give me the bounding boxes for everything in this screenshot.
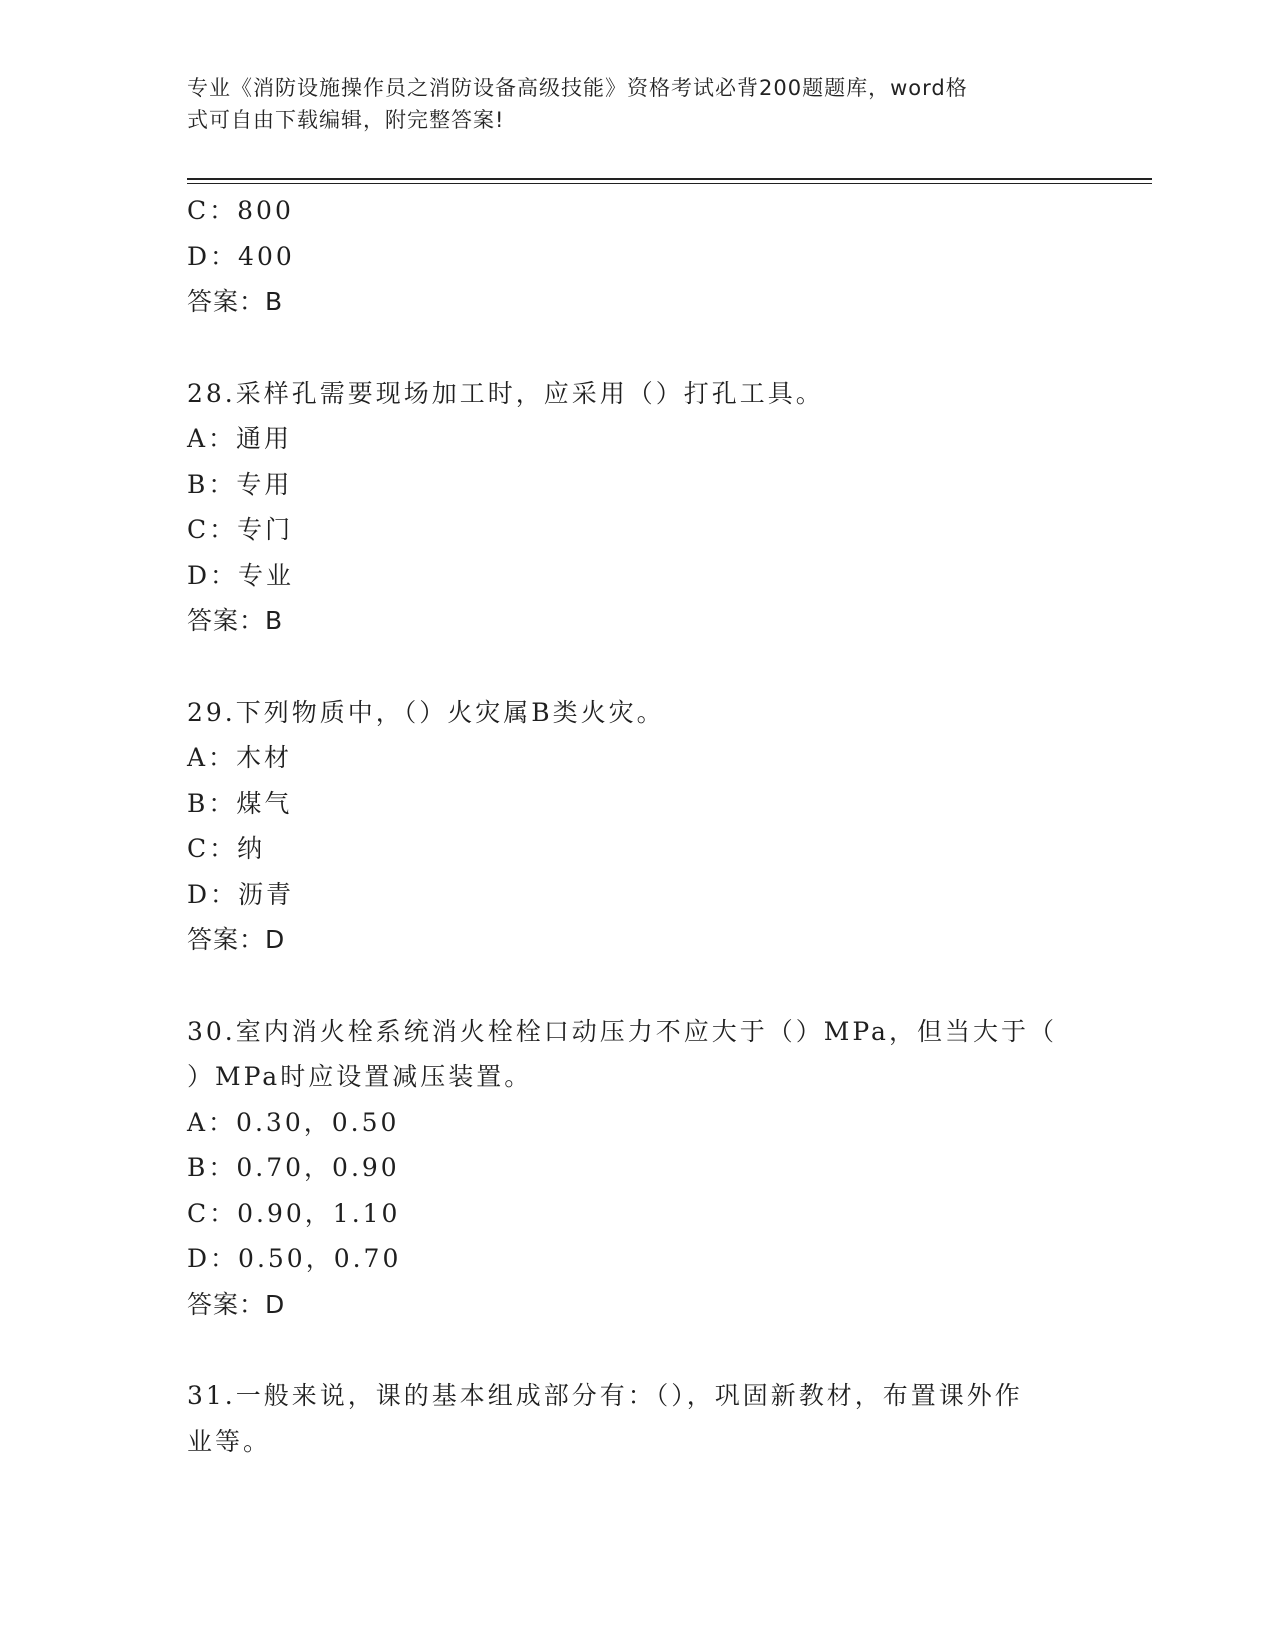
option-c: C：纳 xyxy=(187,834,266,863)
question-spacer xyxy=(187,644,1087,690)
option-a: A：0.30，0.50 xyxy=(187,1107,400,1137)
option-b: B：煤气 xyxy=(187,788,293,818)
question-spacer xyxy=(187,963,1087,1009)
option-d: D：0.50，0.70 xyxy=(187,1244,402,1273)
question-list xyxy=(187,188,1087,1464)
document-header xyxy=(187,72,1067,136)
header-divider-thick xyxy=(187,178,1152,180)
question-stem: 28.采样孔需要现场加工时，应采用（）打孔工具。 xyxy=(187,378,824,408)
question-stem-line-2: 业等。 xyxy=(187,1426,272,1456)
question-stem: 29.下列物质中，（）火灾属B类火灾。 xyxy=(187,697,665,727)
header-title-line-1: 专业《消防设施操作员之消防设备高级技能》资格考试必背200题题库，word格 xyxy=(187,76,968,100)
option-d: D：专业 xyxy=(187,560,295,590)
answer-line: 答案：D xyxy=(187,1289,286,1319)
question-spacer xyxy=(187,325,1087,371)
question-27-tail xyxy=(187,188,1087,325)
option-b: B：0.70，0.90 xyxy=(187,1153,400,1182)
option-a: A：通用 xyxy=(187,424,293,453)
option-b: B：专用 xyxy=(187,469,293,499)
option-d: D：400 xyxy=(187,241,295,271)
header-divider-thin xyxy=(187,183,1152,184)
question-stem-line-1: 31.一般来说，课的基本组成部分有：（），巩固新教材，布置课外作 xyxy=(187,1381,1023,1410)
option-c: C：专门 xyxy=(187,515,294,544)
answer-line: 答案：D xyxy=(187,925,286,954)
option-a: A：木材 xyxy=(187,743,293,772)
question-stem-line-1: 30.室内消火栓系统消火栓栓口动压力不应大于（）MPa，但当大于（ xyxy=(187,1016,1057,1046)
answer-line: 答案：B xyxy=(187,606,284,635)
option-c: C：0.90，1.10 xyxy=(187,1198,401,1228)
option-c: C：800 xyxy=(187,196,294,225)
question-29 xyxy=(187,690,1087,963)
header-title-line-2: 式可自由下载编辑，附完整答案! xyxy=(187,108,505,132)
question-28 xyxy=(187,371,1087,644)
question-30 xyxy=(187,1009,1087,1328)
option-d: D：沥青 xyxy=(187,879,295,909)
question-31 xyxy=(187,1373,1087,1464)
question-spacer xyxy=(187,1327,1087,1373)
answer-line: 答案：B xyxy=(187,287,284,316)
question-stem-line-2: ）MPa时应设置减压装置。 xyxy=(187,1062,533,1091)
